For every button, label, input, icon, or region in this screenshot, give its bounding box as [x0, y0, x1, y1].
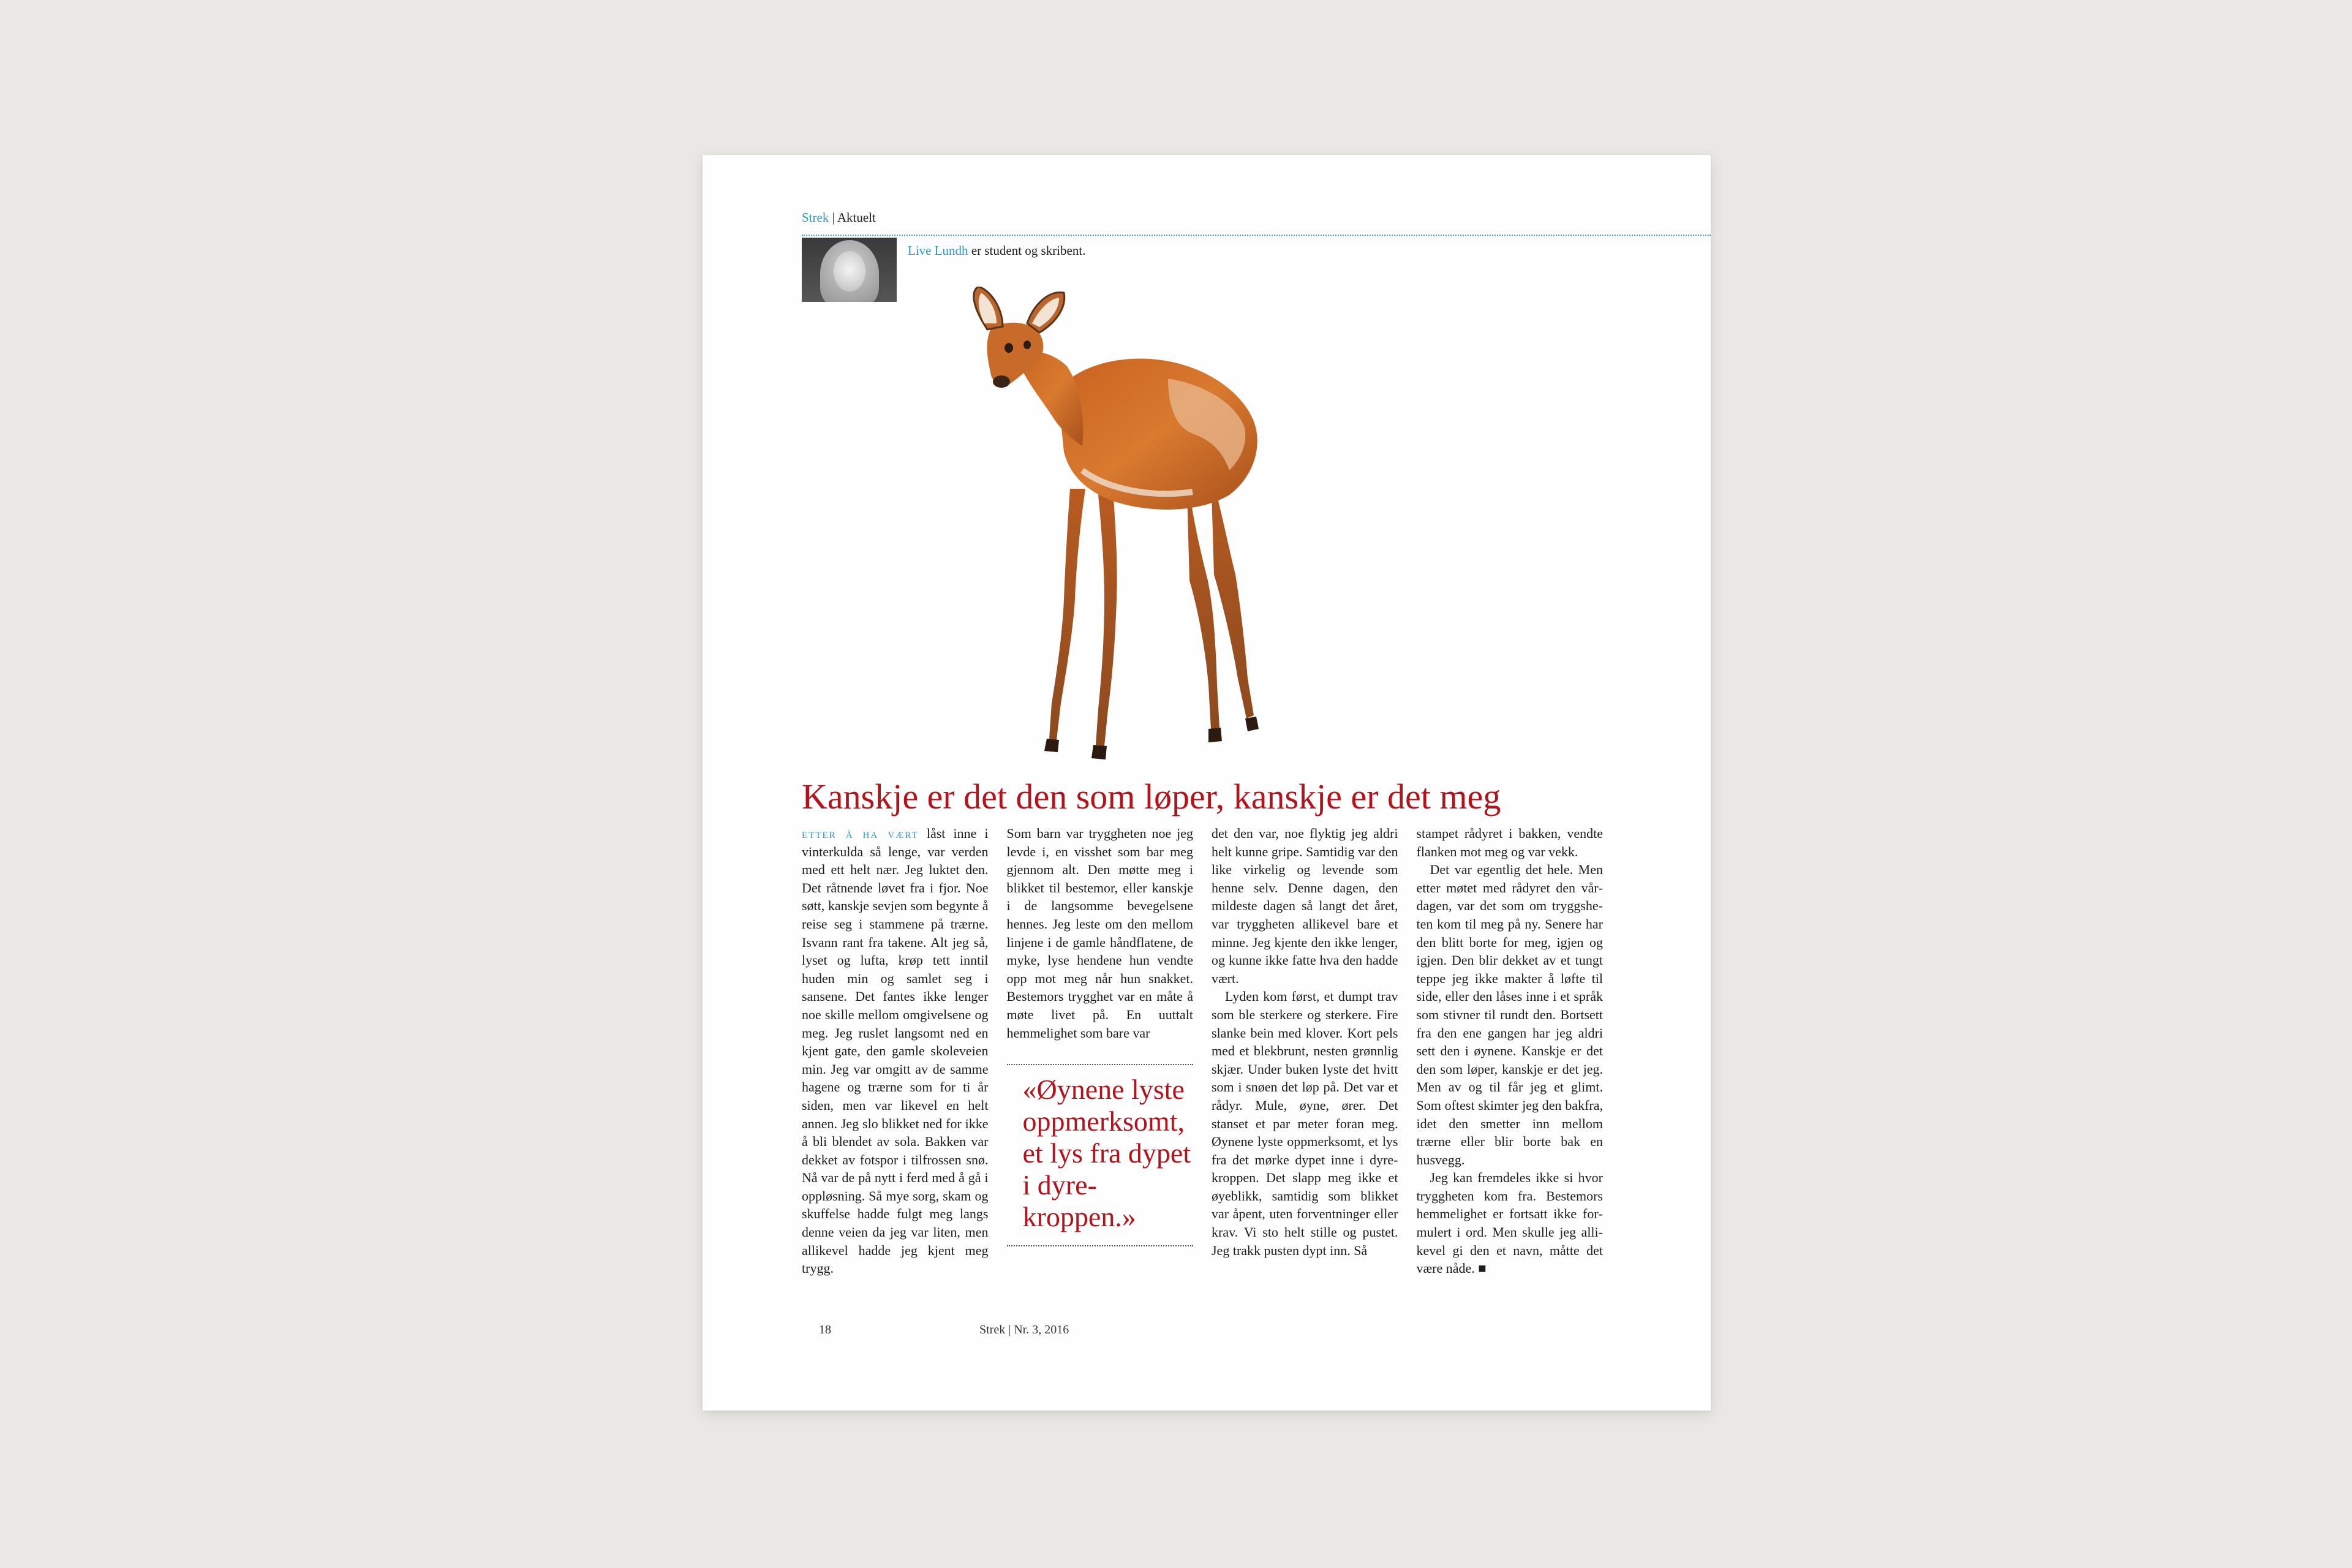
- author-description: er student og skribent.: [968, 243, 1086, 258]
- page-number: 18: [819, 1323, 831, 1336]
- magazine-page: [703, 155, 1711, 1411]
- article-headline: Kanskje er det den som løper, kanskje er det meg: [802, 777, 1501, 816]
- page-header: [802, 211, 1708, 224]
- article-kicker: etter å ha vært: [802, 826, 919, 841]
- column-3-paragraph-2: Lyden kom først, et dumpt trav som ble sterkere og sterkere. Fire slanke bein med klover. Kort pels med et blekbrunt, nesten grønnlig skjær. Under buken lyste det hvitt som i snøen det løp på. Det var et rådyr. Mule, øyne, ører. Det stanset et par meter foran meg. Øynene lyste oppmerksomt, et lys fra det mørke dypet inne i dyrekroppen. Det slapp meg ikke et øyeblikk, samtidig som blikket var åpent, uten forventninger eller krav. Vi sto helt stille og pustet. Jeg trakk pusten dypt inn. Så: [1212, 989, 1398, 1258]
- section-name: Strek: [802, 210, 829, 225]
- column-4-paragraph-1: stampet rådyret i bakken, vendte flanken mot meg og var vekk.: [1416, 826, 1603, 859]
- column-4-paragraph-2: Det var egentlig det hele. Men etter møtet med rådyret den vårdagen, var det som om tryggsheten kom til meg på ny. Senere har den blitt borte for meg, igjen og igjen. Den blir dekket av et tungt teppe jeg ikke makter å løfte til side, eller den låses inne i et språk som stivner til rundt den. Bortsett fra den ene gangen har jeg aldri sett den i øynene. Kanskje er det den som løper, kanskje er det jeg. Men av og til får jeg et glimt. Som oftest skimter jeg den bakfra, idet den smetter inn mellom trærne eller blir borte bak en husvegg.: [1416, 862, 1603, 1167]
- author-bio: [908, 243, 1085, 258]
- header-rule: [802, 235, 1711, 236]
- column-2: [1007, 824, 1194, 1431]
- column-4-paragraph-3: Jeg kan fremdeles ikke si hvor tryggheten kom fra. Bestemors hemmelighet er fortsatt ikke formulert i ord. Men skulle jeg allikevel gi den et navn, måtte det være nåde. ■: [1416, 1170, 1603, 1276]
- deer-illustration: [966, 287, 1309, 771]
- article-body: [802, 824, 1603, 1431]
- pull-quote-text: «Øynene lyste oppmerksomt, et lys fra dypet i dyrekroppen.»: [1022, 1074, 1191, 1233]
- publication-info: Strek | Nr. 3, 2016: [979, 1323, 1069, 1336]
- section-header: [802, 211, 1708, 224]
- author-photo: [802, 238, 897, 302]
- column-3: [1212, 824, 1398, 1431]
- column-2-text: Som barn var tryggheten noe jeg levde i, en visshet som bar meg gjennom alt. Den møtte meg i blikket til bestemor, eller kanskje i de langsomme bevegelsene hennes. Jeg leste om den mellom linjene i de gamle håndflatene, de myke, lyse hendene hun vendte opp mot meg når hun snakket. Bestemors trygghet var en måte å møte livet på. En uuttalt hemmelighet som bare var: [1006, 826, 1193, 1041]
- column-3-paragraph-1: det den var, noe flyktig jeg aldri helt kunne gripe. Samtidig var den like virkelig og levende som henne selv. Denne dagen, den mildeste dagen så langt det året, var tryggheten allikevel bare et minne. Jeg kjente den ikke lenger, og kunne ikke fatte hva den hadde vært.: [1212, 826, 1398, 986]
- author-name: Live Lundh: [908, 243, 968, 258]
- column-4: [1417, 824, 1604, 1431]
- header-separator: |: [829, 210, 837, 225]
- column-1-text: låst inne i vinterkulda så lenge, var verden med ett helt nær. Jeg luktet den. Det råtnende løvet fra i fjor. Noe søtt, kanskje sevjen som begynte å reise seg i stammene på trærne. Isvann rant fra takene. Alt jeg så, lyset og lufta, krøp tett inntil huden min og samlet seg i sansene. Det fantes ikke lenger noe skille mellom omgivelsene og meg. Jeg ruslet langsomt ned en kjent gate, den gamle skoleveien min. Jeg var omgitt av de samme hagene og trærne som for ti år siden, men var likevel en helt annen. Jeg slo blikket ned for ikke å bli blendet av sola. Bakken var dekket av fotspor i tilfrossen snø. Nå var de på nytt i ferd med å gå i oppløsning. Så mye sorg, skam og skuffelse hadde fulgt meg langs denne veien da jeg var liten, men allikevel hadde jeg kjent meg trygg.: [802, 826, 989, 1276]
- column-1: [802, 824, 989, 1431]
- section-category: Aktuelt: [837, 210, 876, 225]
- pull-quote: [1007, 1064, 1194, 1246]
